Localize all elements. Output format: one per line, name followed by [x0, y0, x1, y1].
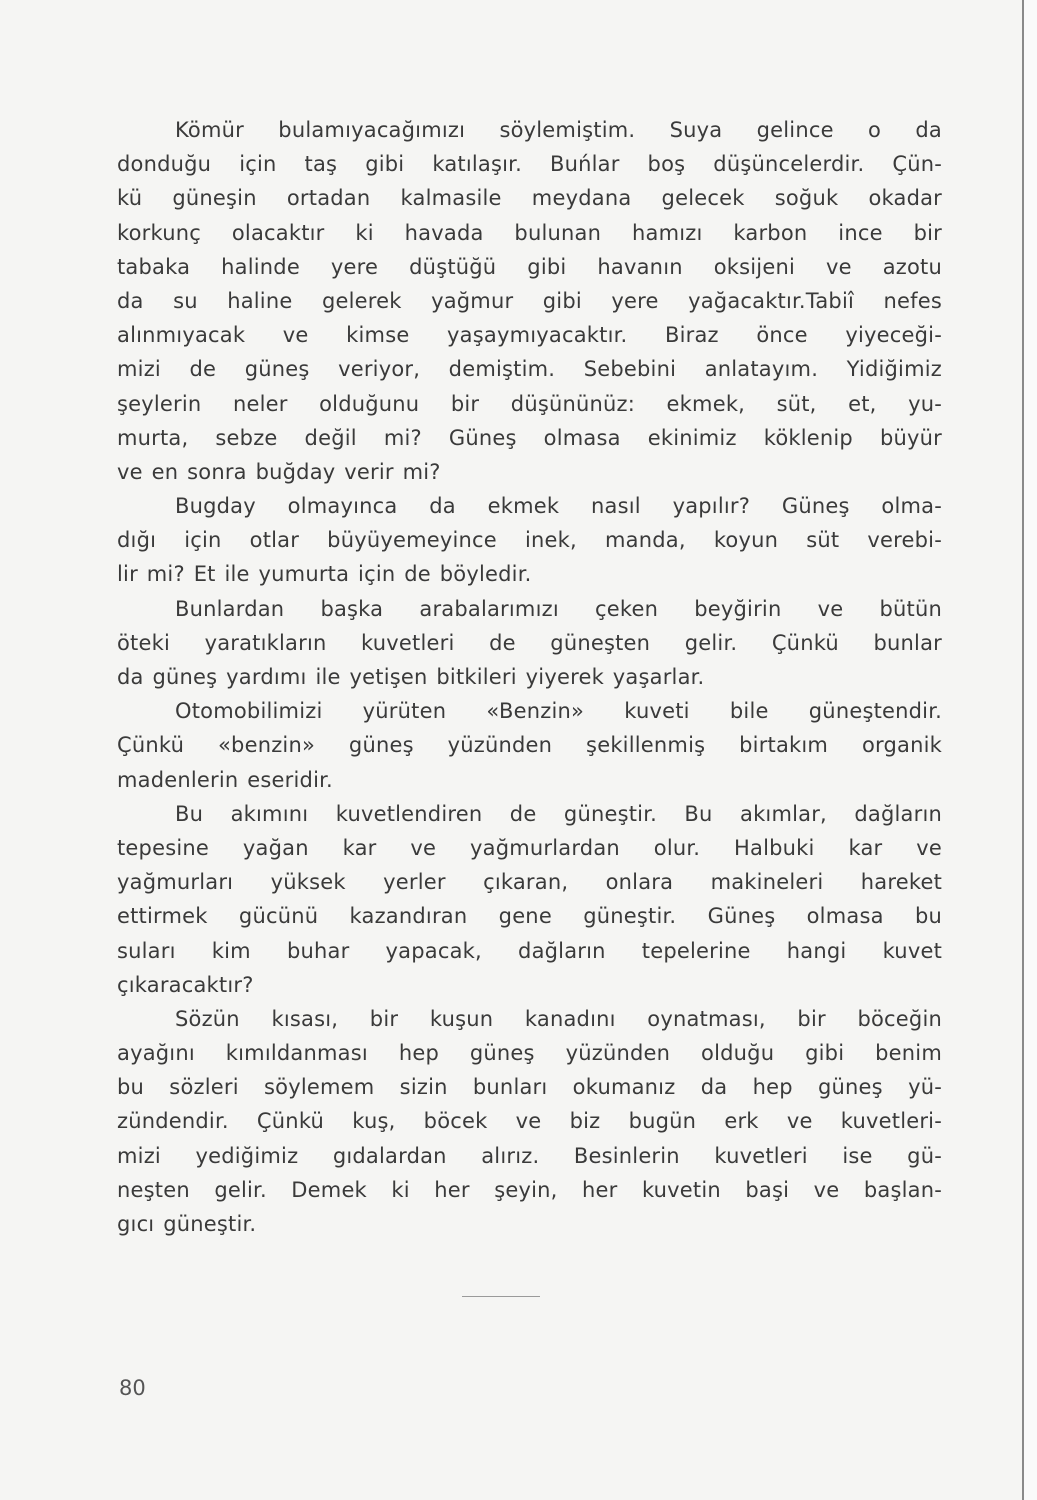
text-line: madenlerin eseridir. [117, 767, 333, 792]
page-number: 80 [119, 1376, 146, 1400]
text-line: Sözün kısası, bir kuşun kanadını oynatması, bir böceğin [175, 1006, 942, 1031]
text-line: Kömür bulamıyacağımızı söylemiştim. Suya gelince o da [175, 118, 942, 142]
body-text [117, 113, 942, 1241]
text-line: tepesine yağan kar ve yağmurlardan olur. Halbuki kar ve [117, 835, 942, 860]
binding-line [1022, 0, 1024, 1500]
text-line: şeylerin neler olduğunu bir düşününüz: ekmek, süt, et, yu- [117, 391, 942, 416]
text-line: donduğu için taş gibi katılaşır. Buńlar boş düşüncelerdir. Çün- [117, 152, 942, 177]
section-divider [462, 1296, 540, 1297]
page-edge [1024, 0, 1037, 1500]
text-line: kü güneşin ortadan kalmasile meydana gelecek soğuk okadar [117, 186, 942, 211]
text-line: alınmıyacak ve kimse yaşaymıyacaktır. Biraz önce yiyeceği- [117, 323, 942, 348]
text-line: ayağını kımıldanması hep güneş yüzünden olduğu gibi benim [117, 1041, 942, 1066]
text-line: yağmurları yüksek yerler çıkaran, onlara makineleri hareket [117, 870, 942, 895]
text-line: suları kim buhar yapacak, dağların tepelerine hangi kuvet [117, 938, 942, 963]
text-line: çıkaracaktır? [117, 972, 254, 997]
text-line: Otomobilimizi yürüten «Benzin» kuveti bile güneştendir. [175, 699, 942, 724]
text-line: Bu akımını kuvetlendiren de güneştir. Bu akımlar, dağların [175, 801, 942, 826]
text-line: ve en sonra buğday verir mi? [117, 459, 441, 484]
text-line: dığı için otlar büyüyemeyince inek, manda, koyun süt verebi- [117, 528, 942, 553]
text-line: mizi de güneş veriyor, demiştim. Sebebini anlatayım. Yidiğimiz [117, 357, 942, 382]
text-line: Çünkü «benzin» güneş yüzünden şekillenmiş birtakım organik [117, 733, 942, 758]
text-line: zündendir. Çünkü kuş, böcek ve biz bugün erk ve kuvetleri- [117, 1109, 942, 1134]
text-line: da güneş yardımı ile yetişen bitkileri yiyerek yaşarlar. [117, 665, 705, 689]
text-line: Bunlardan başka arabalarımızı çeken beyğirin ve bütün [175, 596, 942, 621]
text-line: tabaka halinde yere düştüğü gibi havanın oksijeni ve azotu [117, 254, 942, 279]
text-line: gıcı güneştir. [117, 1212, 257, 1236]
text-line: neşten gelir. Demek ki her şeyin, her kuvetin başi ve başlan- [117, 1177, 942, 1202]
text-line: murta, sebze değil mi? Güneş olmasa ekinimiz köklenip büyür [117, 425, 942, 450]
text-line: mizi yediğimiz gıdalardan alırız. Besinlerin kuvetleri ise gü- [117, 1143, 942, 1168]
text-line: korkunç olacaktır ki havada bulunan hamızı karbon ince bir [117, 220, 942, 245]
text-line: Bugday olmayınca da ekmek nasıl yapılır? Güneş olma- [175, 494, 942, 519]
text-line: da su haline gelerek yağmur gibi yere yağacaktır.Tabiî nefes [117, 288, 942, 313]
text-line: lir mi? Et ile yumurta için de böyledir. [117, 562, 532, 587]
text-line: öteki yaratıkların kuvetleri de güneşten gelir. Çünkü bunlar [117, 630, 942, 655]
text-line: ettirmek gücünü kazandıran gene güneştir. Güneş olmasa bu [117, 904, 942, 929]
text-line: bu sözleri söylemem sizin bunları okumanız da hep güneş yü- [117, 1075, 942, 1100]
